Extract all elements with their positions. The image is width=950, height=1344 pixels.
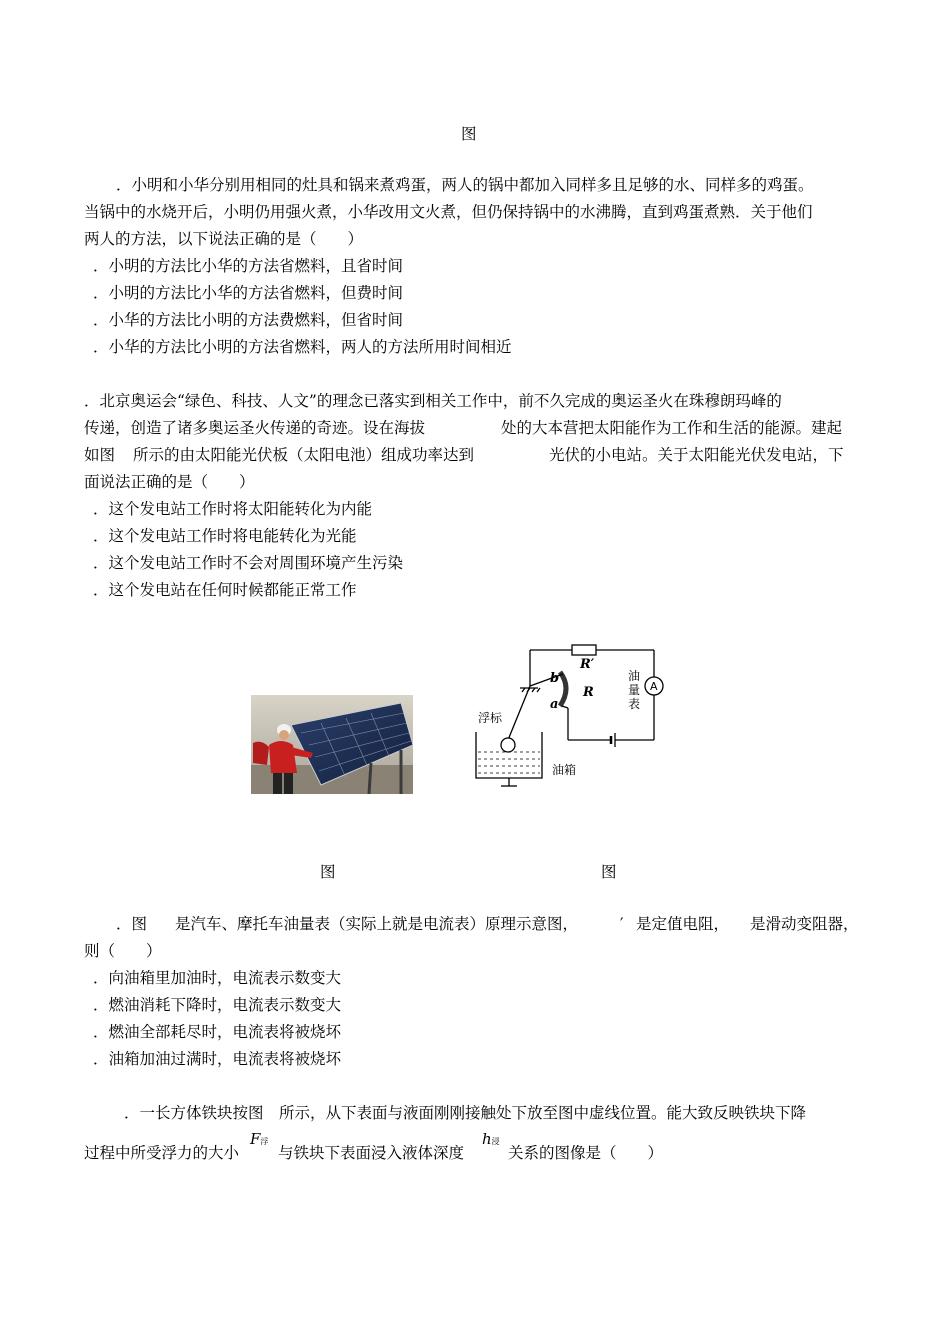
q2-option-d: ．这个发电站在任何时候都能正常工作	[93, 581, 357, 599]
label-ammeter: A	[650, 680, 658, 693]
q3-line-2: 则（ ）	[84, 942, 162, 960]
q3-option-a: ．向油箱里加油时，电流表示数变大	[93, 969, 342, 987]
q1-option-b: ．小明的方法比小华的方法省燃料，但费时间	[93, 284, 404, 302]
q2-line-4: 面说法正确的是（ ）	[84, 473, 255, 491]
q2-line-2b: 处的大本营把太阳能作为工作和生活的能源。建起	[501, 419, 843, 437]
label-gauge-2: 量	[628, 683, 641, 697]
buoyancy-symbol	[250, 1130, 268, 1148]
f-symbol: F	[250, 1130, 261, 1148]
q2-line-2a: 传递，创造了诸多奥运圣火传递的奇迹。设在海拔	[84, 419, 426, 437]
q3-line-1e: 是滑动变阻器，	[750, 915, 859, 933]
label-gauge-3: 表	[628, 697, 641, 711]
label-oil-tank: 油箱	[552, 763, 577, 777]
q2-option-b: ．这个发电站工作时将电能转化为光能	[93, 527, 357, 545]
q1-option-d: ．小华的方法比小明的方法省燃料，两人的方法所用时间相近	[93, 338, 512, 356]
figure-caption-right: 图	[601, 863, 617, 881]
q3-line-1d: 是定值电阻，	[636, 915, 730, 933]
q4-line-2b: 与铁块下表面浸入液体深度	[278, 1144, 465, 1162]
solar-panel-photo	[251, 695, 413, 794]
q1-option-a: ．小明的方法比小华的方法省燃料，且省时间	[93, 257, 404, 275]
q3-option-d: ．油箱加油过满时，电流表将被烧坏	[93, 1050, 342, 1068]
q1-line-2: 当锅中的水烧开后，小明仍用强火煮，小华改用文火煮，但仍保持锅中的水沸腾，直到鸡蛋煮熟．关于他们	[84, 203, 813, 221]
q2-option-a: ．这个发电站工作时将太阳能转化为内能	[93, 500, 373, 518]
h-subscript: 浸	[491, 1137, 500, 1146]
depth-symbol	[482, 1130, 500, 1148]
float-symbol	[501, 738, 515, 752]
q3-line-1c: ′	[620, 915, 624, 933]
label-r: R	[583, 685, 594, 700]
q2-line-1: ．北京奥运会“绿色、科技、人文”的理念已落实到相关工作中，前不久完成的奥运圣火在珠穆朗玛峰的	[84, 392, 782, 410]
q2-option-c: ．这个发电站工作时不会对周围环境产生污染	[93, 554, 404, 572]
variable-resistor-symbol	[560, 672, 566, 706]
solar-panel-illustration	[251, 695, 413, 794]
oil-gauge-circuit-diagram	[468, 640, 690, 790]
q1-line-3: 两人的方法，以下说法正确的是（ ）	[84, 230, 364, 248]
q2-line-3a: 如图	[84, 446, 116, 464]
q2-line-3c: 光伏的小电站。关于太阳能光伏发电站，下	[549, 446, 844, 464]
q4-line-1: ．一长方体铁块按图 所示，从下表面与液面刚刚接触处下放至图中虚线位置。能大致反映铁块下降	[124, 1104, 807, 1122]
q3-line-1a: ．图	[116, 915, 148, 933]
figure-caption-top: 图	[461, 125, 477, 143]
q2-line-3b: 所示的由太阳能光伏板（太阳电池）组成功率达到	[133, 446, 475, 464]
h-symbol: h	[482, 1130, 492, 1148]
q3-option-c: ．燃油全部耗尽时，电流表将被烧坏	[93, 1023, 342, 1041]
fixed-resistor-symbol	[572, 645, 596, 655]
figure-caption-left: 图	[320, 863, 336, 881]
f-subscript: 浮	[260, 1137, 269, 1146]
q1-option-c: ．小华的方法比小明的方法费燃料，但省时间	[93, 311, 404, 329]
q3-line-1b: 是汽车、摩托车油量表（实际上就是电流表）原理示意图，	[175, 915, 579, 933]
label-gauge-1: 油	[628, 669, 641, 683]
q1-line-1: ．小明和小华分别用相同的灶具和锅来煮鸡蛋，两人的锅中都加入同样多且足够的水、同样多的鸡蛋。	[116, 176, 814, 194]
label-a: a	[550, 697, 559, 712]
label-r-prime: R′	[580, 657, 595, 672]
label-float: 浮标	[478, 711, 503, 725]
q3-option-b: ．燃油消耗下降时，电流表示数变大	[93, 996, 342, 1014]
label-b: b	[550, 671, 560, 686]
q4-line-2c: 关系的图像是（ ）	[508, 1144, 664, 1162]
q4-line-2a: 过程中所受浮力的大小	[84, 1144, 240, 1162]
